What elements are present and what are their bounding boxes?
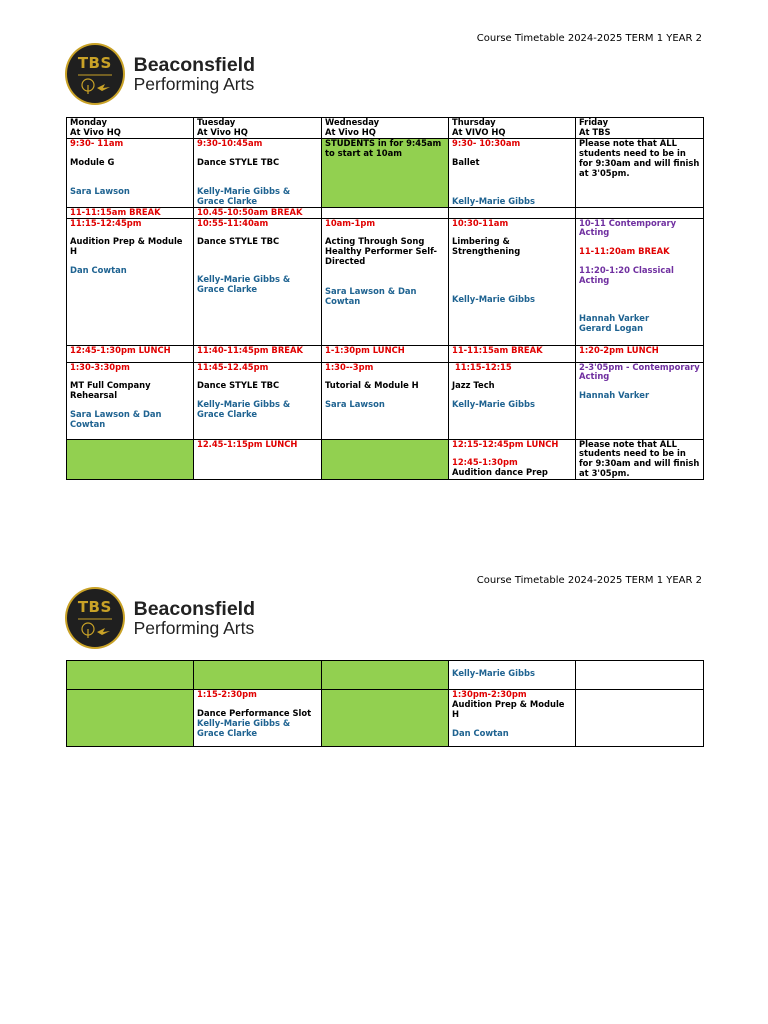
session-cell: 11:15-12:15 Jazz Tech Kelly-Marie Gibbs — [449, 362, 576, 439]
session-cell: STUDENTS in for 9:45am to start at 10am — [322, 138, 449, 207]
break-cell: 12:45-1:30pm LUNCH — [67, 345, 194, 362]
day-header: Tuesday At Vivo HQ — [194, 118, 322, 139]
session-cell: 10:30-11am Limbering & Strengthening Kelly-Marie Gibbs — [449, 218, 576, 345]
tree-icon — [75, 618, 115, 640]
session-cell: Kelly-Marie Gibbs — [449, 661, 576, 690]
break-cell: 1-1:30pm LUNCH — [322, 345, 449, 362]
session-cell: Please note that ALL students need to be in for 9:30am and will finish at 3'05pm. — [576, 439, 704, 480]
page-header-title: Course Timetable 2024-2025 TERM 1 YEAR 2 — [476, 575, 702, 586]
logo-name: Beaconsfield — [133, 597, 255, 620]
session-cell: 10:55-11:40am Dance STYLE TBC Kelly-Marie Gibbs & Grace Clarke — [194, 218, 322, 345]
logo-subtitle: Performing Arts — [133, 618, 255, 639]
session-cell: 11:45-12.45pm Dance STYLE TBC Kelly-Marie Gibbs & Grace Clarke — [194, 362, 322, 439]
break-cell: 1:20-2pm LUNCH — [576, 345, 704, 362]
session-cell: 9:30- 10:30am Ballet Kelly-Marie Gibbs — [449, 138, 576, 207]
logo-badge — [65, 587, 125, 649]
day-header: Friday At TBS — [576, 118, 704, 139]
logo-name: Beaconsfield — [133, 53, 255, 76]
table-row — [67, 207, 704, 218]
tree-icon — [75, 74, 115, 96]
school-logo — [65, 41, 255, 107]
break-cell: 11:40-11:45pm BREAK — [194, 345, 322, 362]
break-cell: 11-11:15am BREAK — [67, 207, 194, 218]
table-row — [67, 362, 704, 439]
break-cell: 12.45-1:15pm LUNCH — [194, 439, 322, 480]
session-cell: Please note that ALL students need to be in for 9:30am and will finish at 3'05pm. — [576, 138, 704, 207]
timetable-continued — [66, 660, 704, 747]
session-cell: 1:30--3pm Tutorial & Module H Sara Lawson — [322, 362, 449, 439]
break-cell: 10.45-10:50am BREAK — [194, 207, 322, 218]
session-cell: 9:30-10:45am Dance STYLE TBC Kelly-Marie Gibbs & Grace Clarke — [194, 138, 322, 207]
table-row — [67, 690, 704, 747]
session-cell: 2-3'05pm - Contemporary Acting Hannah Varker — [576, 362, 704, 439]
table-row — [67, 661, 704, 690]
session-cell: 12:15-12:45pm LUNCH 12:45-1:30pm Audition dance Prep — [449, 439, 576, 480]
logo-subtitle: Performing Arts — [133, 74, 255, 95]
logo-badge-text: TBS — [77, 598, 112, 616]
session-cell: 11:15-12:45pm Audition Prep & Module H Dan Cowtan — [67, 218, 194, 345]
day-header: Thursday At VIVO HQ — [449, 118, 576, 139]
page-header-title: Course Timetable 2024-2025 TERM 1 YEAR 2 — [476, 33, 702, 44]
session-cell: 1:30-3:30pm MT Full Company Rehearsal Sara Lawson & Dan Cowtan — [67, 362, 194, 439]
table-row — [67, 138, 704, 207]
break-cell: 11-11:15am BREAK — [449, 345, 576, 362]
school-logo — [65, 585, 255, 651]
table-header-row — [67, 118, 704, 139]
session-cell: 9:30- 11am Module G Sara Lawson — [67, 138, 194, 207]
table-row — [67, 218, 704, 345]
timetable — [66, 117, 704, 480]
session-cell: 10am-1pm Acting Through Song Healthy Performer Self-Directed Sara Lawson & Dan Cowtan — [322, 218, 449, 345]
table-row — [67, 439, 704, 480]
session-cell: 1:15-2:30pm Dance Performance Slot Kelly-Marie Gibbs & Grace Clarke — [194, 690, 322, 747]
session-cell: 1:30pm-2:30pm Audition Prep & Module H Dan Cowtan — [449, 690, 576, 747]
logo-badge-text: TBS — [77, 54, 112, 72]
day-header: Wednesday At Vivo HQ — [322, 118, 449, 139]
day-header: Monday At Vivo HQ — [67, 118, 194, 139]
logo-badge — [65, 43, 125, 105]
table-row — [67, 345, 704, 362]
session-cell: 10-11 Contemporary Acting 11-11:20am BREAK 11:20-1:20 Classical Acting Hannah Varker Gerard Logan — [576, 218, 704, 345]
